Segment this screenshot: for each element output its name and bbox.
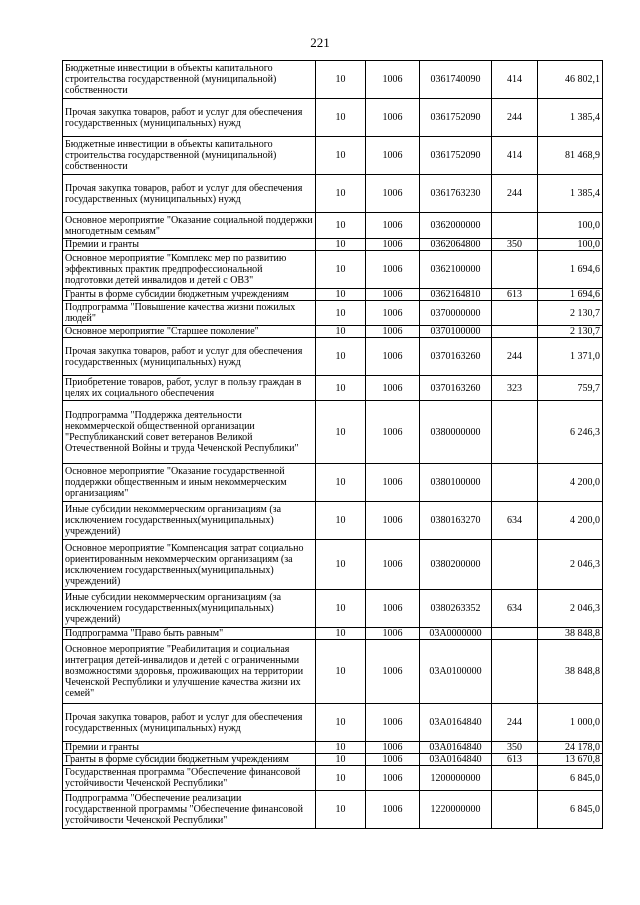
cell-amount: 100,0 [538, 239, 603, 251]
cell-expense-type: 613 [492, 754, 538, 766]
cell-name: Прочая закупка товаров, работ и услуг для обеспечения государственных (муниципальных) нужд [63, 175, 316, 213]
cell-section: 10 [316, 590, 366, 628]
cell-expense-type: 244 [492, 338, 538, 376]
cell-amount: 1 000,0 [538, 704, 603, 742]
table-row [63, 326, 603, 338]
cell-amount: 6 845,0 [538, 766, 603, 791]
cell-expense-type: 634 [492, 590, 538, 628]
cell-subsection: 1006 [366, 640, 420, 704]
cell-target-article: 03А0000000 [420, 628, 492, 640]
cell-section: 10 [316, 791, 366, 829]
cell-expense-type: 244 [492, 704, 538, 742]
cell-name: Основное мероприятие "Старшее поколение" [63, 326, 316, 338]
cell-subsection: 1006 [366, 766, 420, 791]
cell-amount: 2 130,7 [538, 301, 603, 326]
cell-target-article: 0361740090 [420, 61, 492, 99]
cell-section: 10 [316, 137, 366, 175]
cell-target-article: 0362000000 [420, 213, 492, 239]
cell-target-article: 0361752090 [420, 99, 492, 137]
cell-name: Иные субсидии некоммерческим организациям (за исключением государственных(муниципальных) учреждений) [63, 590, 316, 628]
cell-amount: 6 246,3 [538, 401, 603, 464]
cell-name: Гранты в форме субсидии бюджетным учреждениям [63, 289, 316, 301]
cell-section: 10 [316, 766, 366, 791]
cell-subsection: 1006 [366, 61, 420, 99]
cell-amount: 1 385,4 [538, 99, 603, 137]
cell-target-article: 1200000000 [420, 766, 492, 791]
cell-section: 10 [316, 326, 366, 338]
cell-expense-type: 244 [492, 99, 538, 137]
cell-section: 10 [316, 464, 366, 502]
cell-section: 10 [316, 502, 366, 540]
table-row [63, 301, 603, 326]
cell-section: 10 [316, 628, 366, 640]
cell-amount: 2 046,3 [538, 540, 603, 590]
budget-table-body [63, 61, 603, 829]
table-row [63, 704, 603, 742]
table-row [63, 338, 603, 376]
cell-name: Премии и гранты [63, 742, 316, 754]
cell-name: Премии и гранты [63, 239, 316, 251]
cell-expense-type [492, 251, 538, 289]
cell-expense-type: 323 [492, 376, 538, 401]
cell-target-article: 03А0100000 [420, 640, 492, 704]
cell-expense-type: 350 [492, 239, 538, 251]
cell-expense-type: 414 [492, 137, 538, 175]
cell-target-article: 0370000000 [420, 301, 492, 326]
cell-name: Бюджетные инвестиции в объекты капитального строительства государственной (муниципальной) собственности [63, 61, 316, 99]
cell-name: Государственная программа "Обеспечение финансовой устойчивости Чеченской Республики" [63, 766, 316, 791]
cell-section: 10 [316, 213, 366, 239]
cell-section: 10 [316, 742, 366, 754]
cell-target-article: 0362164810 [420, 289, 492, 301]
cell-subsection: 1006 [366, 791, 420, 829]
cell-section: 10 [316, 376, 366, 401]
page-number: 221 [310, 35, 330, 50]
cell-section: 10 [316, 99, 366, 137]
table-row [63, 175, 603, 213]
cell-amount: 24 178,0 [538, 742, 603, 754]
cell-expense-type [492, 464, 538, 502]
cell-subsection: 1006 [366, 590, 420, 628]
cell-expense-type [492, 540, 538, 590]
cell-amount: 4 200,0 [538, 502, 603, 540]
cell-target-article: 03А0164840 [420, 754, 492, 766]
cell-target-article: 0380263352 [420, 590, 492, 628]
table-row [63, 376, 603, 401]
cell-target-article: 0362064800 [420, 239, 492, 251]
cell-section: 10 [316, 640, 366, 704]
cell-section: 10 [316, 289, 366, 301]
cell-amount: 38 848,8 [538, 640, 603, 704]
cell-expense-type [492, 766, 538, 791]
cell-target-article: 0370100000 [420, 326, 492, 338]
cell-expense-type: 414 [492, 61, 538, 99]
cell-name: Основное мероприятие "Оказание социальной поддержки многодетным семьям" [63, 213, 316, 239]
cell-name: Основное мероприятие "Компенсация затрат социально ориентированным некоммерческим организациям (за исключением государственных(муниципальных) учреждений) [63, 540, 316, 590]
cell-target-article: 0370163260 [420, 338, 492, 376]
cell-section: 10 [316, 61, 366, 99]
cell-subsection: 1006 [366, 289, 420, 301]
cell-section: 10 [316, 239, 366, 251]
cell-name: Иные субсидии некоммерческим организациям (за исключением государственных(муниципальных) учреждений) [63, 502, 316, 540]
table-row [63, 99, 603, 137]
cell-section: 10 [316, 301, 366, 326]
cell-amount: 4 200,0 [538, 464, 603, 502]
cell-amount: 2 130,7 [538, 326, 603, 338]
table-row [63, 754, 603, 766]
cell-name: Основное мероприятие "Комплекс мер по развитию эффективных практик предпрофессиональной подготовки детей инвалидов и детей с ОВЗ" [63, 251, 316, 289]
cell-expense-type [492, 401, 538, 464]
cell-section: 10 [316, 338, 366, 376]
cell-amount: 38 848,8 [538, 628, 603, 640]
cell-target-article: 0380163270 [420, 502, 492, 540]
cell-subsection: 1006 [366, 754, 420, 766]
cell-subsection: 1006 [366, 464, 420, 502]
cell-subsection: 1006 [366, 137, 420, 175]
table-row [63, 239, 603, 251]
table-row [63, 464, 603, 502]
cell-name: Подпрограмма "Повышение качества жизни пожилых людей" [63, 301, 316, 326]
cell-section: 10 [316, 754, 366, 766]
table-row [63, 640, 603, 704]
cell-section: 10 [316, 175, 366, 213]
cell-subsection: 1006 [366, 251, 420, 289]
cell-target-article: 0361752090 [420, 137, 492, 175]
cell-name: Основное мероприятие "Оказание государственной поддержки общественным и иным некоммерческим организациям" [63, 464, 316, 502]
cell-section: 10 [316, 540, 366, 590]
table-row [63, 628, 603, 640]
cell-subsection: 1006 [366, 502, 420, 540]
cell-subsection: 1006 [366, 376, 420, 401]
table-row [63, 401, 603, 464]
cell-name: Приобретение товаров, работ, услуг в пользу граждан в целях их социального обеспечения [63, 376, 316, 401]
cell-subsection: 1006 [366, 628, 420, 640]
cell-subsection: 1006 [366, 175, 420, 213]
table-row [63, 213, 603, 239]
cell-name: Гранты в форме субсидии бюджетным учреждениям [63, 754, 316, 766]
cell-target-article: 0380100000 [420, 464, 492, 502]
cell-subsection: 1006 [366, 704, 420, 742]
cell-amount: 1 385,4 [538, 175, 603, 213]
table-row [63, 502, 603, 540]
cell-subsection: 1006 [366, 213, 420, 239]
cell-name: Подпрограмма "Обеспечение реализации государственной программы "Обеспечение финансовой устойчивости Чеченской Республики" [63, 791, 316, 829]
cell-expense-type [492, 301, 538, 326]
table-row [63, 289, 603, 301]
table-row [63, 766, 603, 791]
cell-amount: 46 802,1 [538, 61, 603, 99]
cell-target-article: 0380000000 [420, 401, 492, 464]
cell-expense-type: 244 [492, 175, 538, 213]
cell-section: 10 [316, 251, 366, 289]
cell-subsection: 1006 [366, 401, 420, 464]
table-row [63, 742, 603, 754]
cell-target-article: 0361763230 [420, 175, 492, 213]
cell-expense-type [492, 791, 538, 829]
cell-expense-type: 613 [492, 289, 538, 301]
cell-subsection: 1006 [366, 540, 420, 590]
cell-amount: 1 694,6 [538, 289, 603, 301]
cell-amount: 2 046,3 [538, 590, 603, 628]
cell-expense-type [492, 326, 538, 338]
cell-subsection: 1006 [366, 742, 420, 754]
cell-amount: 81 468,9 [538, 137, 603, 175]
cell-target-article: 03А0164840 [420, 704, 492, 742]
cell-amount: 1 694,6 [538, 251, 603, 289]
cell-amount: 6 845,0 [538, 791, 603, 829]
cell-expense-type [492, 640, 538, 704]
cell-expense-type: 634 [492, 502, 538, 540]
cell-subsection: 1006 [366, 326, 420, 338]
budget-table [62, 60, 603, 829]
cell-name: Прочая закупка товаров, работ и услуг для обеспечения государственных (муниципальных) нужд [63, 99, 316, 137]
cell-subsection: 1006 [366, 338, 420, 376]
cell-amount: 100,0 [538, 213, 603, 239]
table-row [63, 540, 603, 590]
cell-target-article: 0362100000 [420, 251, 492, 289]
cell-name: Основное мероприятие "Реабилитация и социальная интеграция детей-инвалидов и детей с ограниченными возможностями здоровья, проживающих на территории Чеченской Республики и улучшение качества жизни их семей" [63, 640, 316, 704]
cell-subsection: 1006 [366, 99, 420, 137]
table-row [63, 61, 603, 99]
cell-target-article: 03А0164840 [420, 742, 492, 754]
cell-expense-type: 350 [492, 742, 538, 754]
cell-expense-type [492, 213, 538, 239]
cell-subsection: 1006 [366, 301, 420, 326]
table-row [63, 251, 603, 289]
cell-name: Подпрограмма "Поддержка деятельности некоммерческой общественной организации "Республиканский совет ветеранов Великой Отечественной Войны и труда Чеченской Республики" [63, 401, 316, 464]
cell-target-article: 0370163260 [420, 376, 492, 401]
table-row [63, 791, 603, 829]
cell-name: Прочая закупка товаров, работ и услуг для обеспечения государственных (муниципальных) нужд [63, 704, 316, 742]
cell-amount: 759,7 [538, 376, 603, 401]
cell-section: 10 [316, 704, 366, 742]
table-row [63, 590, 603, 628]
cell-name: Подпрограмма "Право быть равным" [63, 628, 316, 640]
cell-subsection: 1006 [366, 239, 420, 251]
cell-amount: 13 670,8 [538, 754, 603, 766]
cell-section: 10 [316, 401, 366, 464]
cell-name: Бюджетные инвестиции в объекты капитального строительства государственной (муниципальной) собственности [63, 137, 316, 175]
cell-name: Прочая закупка товаров, работ и услуг для обеспечения государственных (муниципальных) нужд [63, 338, 316, 376]
cell-amount: 1 371,0 [538, 338, 603, 376]
cell-expense-type [492, 628, 538, 640]
cell-target-article: 1220000000 [420, 791, 492, 829]
cell-target-article: 0380200000 [420, 540, 492, 590]
table-row [63, 137, 603, 175]
